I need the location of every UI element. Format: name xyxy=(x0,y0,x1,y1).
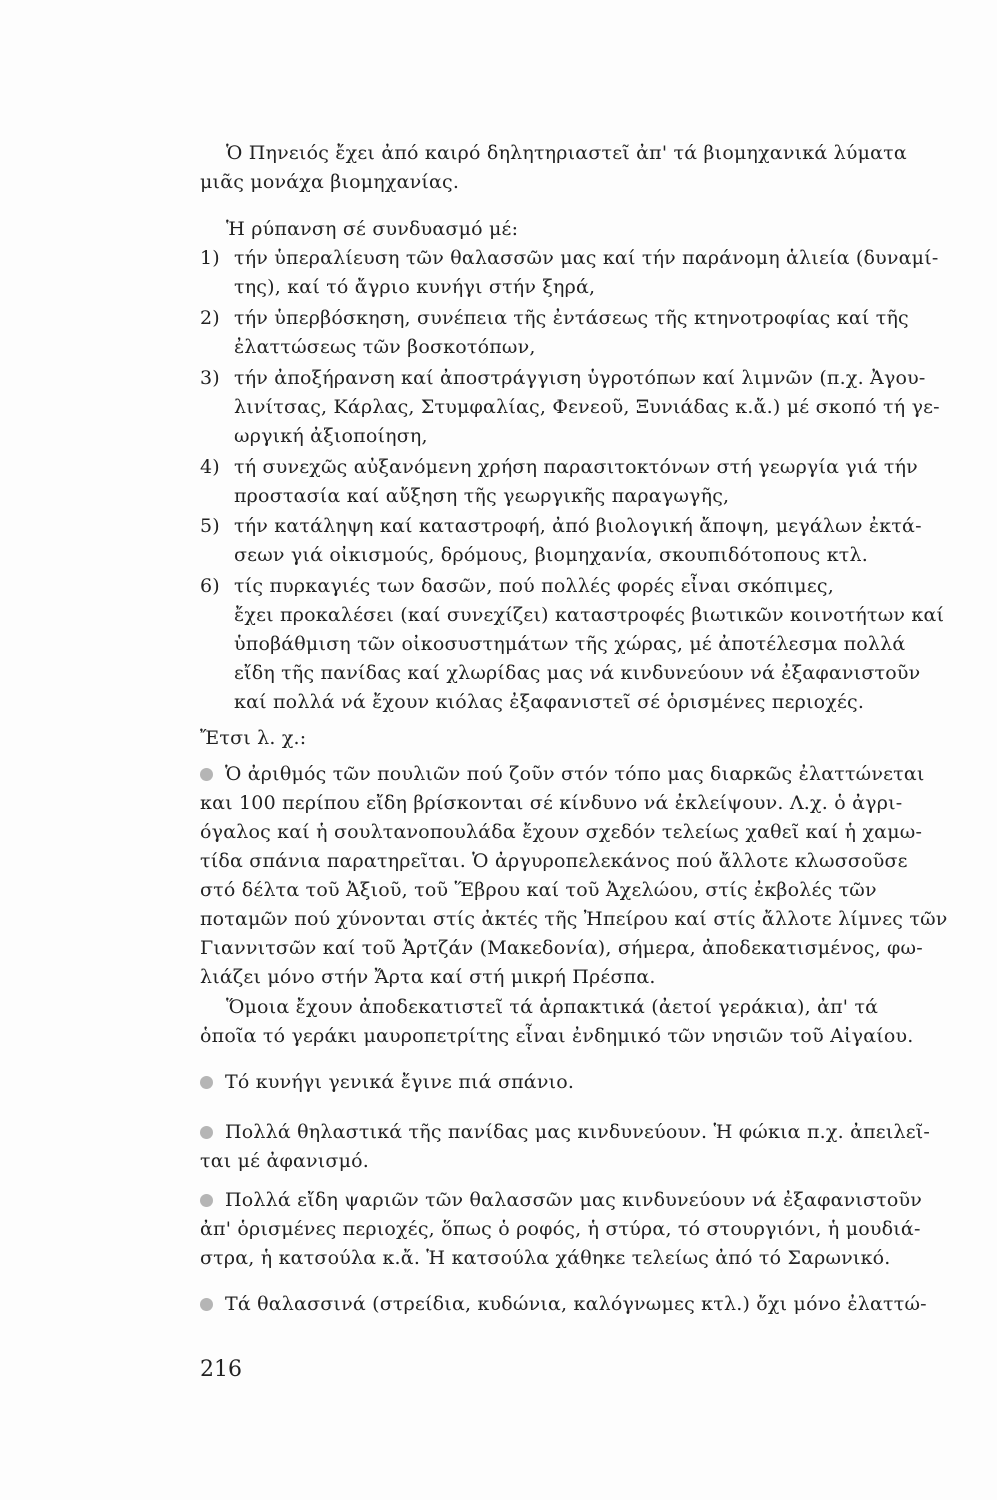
text-line: ἀπ' ὁρισμένες περιοχές, ὅπως ὁ ροφός, ἡ στύρα, τό στουργιόνι, ἡ μουδιά- xyxy=(200,1218,921,1240)
text-line: Ἡ ρύπανση σέ συνδυασμό μέ: xyxy=(226,218,519,240)
list-number: 6) xyxy=(200,575,220,597)
text-line: ἔχει προκαλέσει (καί συνεχίζει) καταστροφές βιωτικῶν κοινοτήτων καί xyxy=(234,604,945,626)
text-line: τίδα σπάνια παρατηρεῖται. Ὁ ἀργυροπελεκάνος πού ἄλλοτε κλωσσοῦσε xyxy=(200,850,908,872)
list-number: 5) xyxy=(200,515,220,537)
text-line: και 100 περίπου εἴδη βρίσκονται σέ κίνδυνο νά ἐκλείψουν. Λ.χ. ὁ ἀγρι- xyxy=(200,792,903,814)
text-line: στό δέλτα τοῦ Ἀξιοῦ, τοῦ Ἕβρου καί τοῦ Ἀχελώου, στίς ἐκβολές τῶν xyxy=(200,879,877,901)
bullet-paragraph-fish xyxy=(200,1186,962,1273)
list-item-6 xyxy=(200,572,962,717)
text-line: ὁποῖα τό γεράκι μαυροπετρίτης εἶναι ἐνδημικό τῶν νησιῶν τοῦ Αἰγαίου. xyxy=(200,1025,914,1047)
text-line: τήν ὑπεραλίευση τῶν θαλασσῶν μας καί τήν παράνομη ἁλιεία (δυναμί- xyxy=(234,247,939,269)
list-item-1 xyxy=(200,244,962,302)
text-line: τήν ὑπερβόσκηση, συνέπεια τῆς ἐντάσεως τῆς κτηνοτροφίας καί τῆς xyxy=(234,307,909,329)
text-line: στρα, ἡ κατσούλα κ.ἄ. Ἡ κατσούλα χάθηκε τελείως ἀπό τό Σαρωνικό. xyxy=(200,1247,891,1269)
bullet-icon xyxy=(200,1298,213,1311)
bullet-paragraph-hunting xyxy=(200,1068,962,1097)
list-number: 3) xyxy=(200,367,220,389)
bullet-paragraph-mammals xyxy=(200,1118,962,1176)
text-line: καί πολλά νά ἔχουν κιόλας ἐξαφανιστεῖ σέ ὁρισμένες περιοχές. xyxy=(234,691,865,713)
bullet-paragraph-birds xyxy=(200,760,962,992)
list-number: 2) xyxy=(200,307,220,329)
text-line: όγαλος καί ἡ σουλτανοπουλάδα ἔχουν σχεδόν τελείως χαθεῖ καί ἡ χαμω- xyxy=(200,821,923,843)
list-number: 1) xyxy=(200,247,220,269)
bullet-icon xyxy=(200,1076,213,1089)
text-line: της), καί τό ἄγριο κυνήγι στήν ξηρά, xyxy=(234,276,596,298)
text-line: ἐλαττώσεως τῶν βοσκοτόπων, xyxy=(234,336,536,358)
list-item-3 xyxy=(200,364,962,451)
text-line: μιᾶς μονάχα βιομηχανίας. xyxy=(200,171,460,193)
list-item-4 xyxy=(200,453,962,511)
text-line: προστασία καί αὔξηση τῆς γεωργικῆς παραγωγῆς, xyxy=(234,485,730,507)
text-line: Τό κυνήγι γενικά ἔγινε πιά σπάνιο. xyxy=(225,1071,575,1093)
text-line: Πολλά θηλαστικά τῆς πανίδας μας κινδυνεύουν. Ἡ φώκια π.χ. ἀπειλεῖ- xyxy=(225,1121,931,1143)
text-line: Ὁ ἀριθμός τῶν πουλιῶν πού ζοῦν στόν τόπο μας διαρκῶς ἐλαττώνεται xyxy=(225,763,925,785)
text-line: Τά θαλασσινά (στρείδια, κυδώνια, καλόγνωμες κτλ.) ὄχι μόνο ἐλαττώ- xyxy=(225,1293,927,1315)
text-line: τήν κατάληψη καί καταστροφή, ἀπό βιολογική ἄποψη, μεγάλων ἐκτά- xyxy=(234,515,922,537)
text-line: ποταμῶν πού χύνονται στίς ἀκτές τῆς Ἠπείρου καί στίς ἄλλοτε λίμνες τῶν xyxy=(200,908,948,930)
text-line: τή συνεχῶς αὐξανόμενη χρήση παρασιτοκτόνων στή γεωργία γιά τήν xyxy=(234,456,918,478)
intro-paragraph xyxy=(200,139,962,197)
text-line: Ἔτσι λ. χ.: xyxy=(200,727,307,749)
text-line: Γιαννιτσῶν καί τοῦ Ἀρτζάν (Μακεδονία), σήμερα, ἀποδεκατισμένος, φω- xyxy=(200,937,923,959)
pollution-lead xyxy=(200,215,962,244)
examples-heading xyxy=(200,724,962,753)
bullet-icon xyxy=(200,768,213,781)
list-number: 4) xyxy=(200,456,220,478)
text-line: Ὁ Πηνειός ἔχει ἀπό καιρό δηλητηριαστεῖ ἀπ' τά βιομηχανικά λύματα xyxy=(226,142,907,164)
raptors-paragraph xyxy=(200,993,962,1051)
list-item-5 xyxy=(200,512,962,570)
text-line: λινίτσας, Κάρλας, Στυμφαλίας, Φενεοῦ, Ξυνιάδας κ.ἄ.) μέ σκοπό τή γε- xyxy=(234,396,940,418)
text-line: εἴδη τῆς πανίδας καί χλωρίδας μας νά κινδυνεύουν νά ἐξαφανιστοῦν xyxy=(234,662,921,684)
text-line: Ὅμοια ἔχουν ἀποδεκατιστεῖ τά ἁρπακτικά (ἀετοί γεράκια), ἀπ' τά xyxy=(226,996,879,1018)
page-number: 216 xyxy=(200,1357,242,1382)
text-line: ται μέ ἀφανισμό. xyxy=(200,1150,370,1172)
bullet-paragraph-seafood xyxy=(200,1290,962,1319)
text-line: τήν ἀποξήρανση καί ἀποστράγγιση ὑγροτόπων καί λιμνῶν (π.χ. Ἀγου- xyxy=(234,367,926,389)
text-line: ὑποβάθμιση τῶν οἰκοσυστημάτων τῆς χώρας, μέ ἀποτέλεσμα πολλά xyxy=(234,633,906,655)
bullet-icon xyxy=(200,1194,213,1207)
bullet-icon xyxy=(200,1126,213,1139)
list-item-2 xyxy=(200,304,962,362)
text-line: Πολλά εἴδη ψαριῶν τῶν θαλασσῶν μας κινδυνεύουν νά ἐξαφανιστοῦν xyxy=(225,1189,923,1211)
text-line: ωργική ἀξιοποίηση, xyxy=(234,425,428,447)
text-line: τίς πυρκαγιές των δασῶν, πού πολλές φορές εἶναι σκόπιμες, xyxy=(234,575,834,597)
text-line: σεων γιά οἰκισμούς, δρόμους, βιομηχανία, σκουπιδότοπους κτλ. xyxy=(234,544,868,566)
text-line: λιάζει μόνο στήν Ἄρτα καί στή μικρή Πρέσπα. xyxy=(200,966,656,988)
